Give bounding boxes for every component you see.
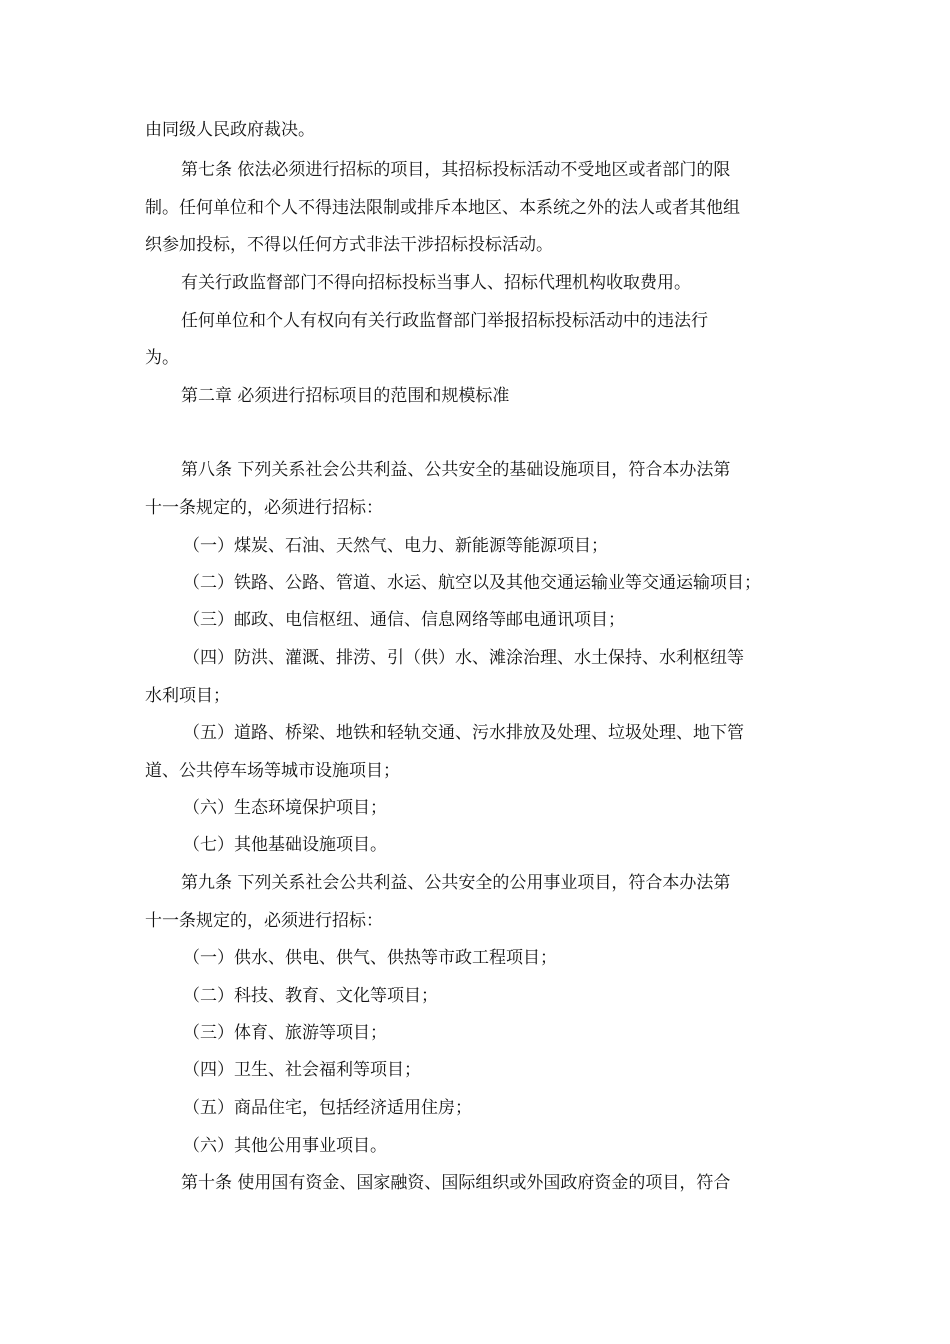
text-line: 十一条规定的，必须进行招标： — [145, 498, 383, 518]
list-item: （七）其他基础设施项目。 — [183, 835, 387, 855]
chapter-2-heading: 第二章 必须进行招标项目的范围和规模标准 — [181, 386, 510, 406]
article-9-line: 第九条 下列关系社会公共利益、公共安全的公用事业项目，符合本办法第 — [181, 873, 731, 893]
list-item: （四）卫生、社会福利等项目； — [183, 1060, 421, 1080]
text-line: 由同级人民政府裁决。 — [145, 120, 315, 140]
list-item: （三）体育、旅游等项目； — [183, 1023, 387, 1043]
article-8-line: 第八条 下列关系社会公共利益、公共安全的基础设施项目，符合本办法第 — [181, 460, 731, 480]
list-item: （四）防洪、灌溉、排涝、引（供）水、滩涂治理、水土保持、水利枢纽等 — [183, 648, 744, 668]
list-item: （五）道路、桥梁、地铁和轻轨交通、污水排放及处理、垃圾处理、地下管 — [183, 723, 744, 743]
article-7-line: 第七条 依法必须进行招标的项目，其招标投标活动不受地区或者部门的限 — [181, 160, 731, 180]
list-item: （二）科技、教育、文化等项目； — [183, 986, 438, 1006]
text-line: 织参加投标，不得以任何方式非法干涉招标投标活动。 — [145, 235, 553, 255]
list-item: （五）商品住宅，包括经济适用住房； — [183, 1098, 472, 1118]
list-item: （三）邮政、电信枢纽、通信、信息网络等邮电通讯项目； — [183, 610, 625, 630]
text-line: 十一条规定的，必须进行招标： — [145, 911, 383, 931]
list-item: （一）供水、供电、供气、供热等市政工程项目； — [183, 948, 557, 968]
text-line: 道、公共停车场等城市设施项目； — [145, 761, 400, 781]
list-item: （一）煤炭、石油、天然气、电力、新能源等能源项目； — [183, 536, 608, 556]
list-item: （二）铁路、公路、管道、水运、航空以及其他交通运输业等交通运输项目； — [183, 573, 761, 593]
list-item: （六）其他公用事业项目。 — [183, 1136, 387, 1156]
article-10-line: 第十条 使用国有资金、国家融资、国际组织或外国政府资金的项目，符合 — [181, 1173, 731, 1193]
text-line: 有关行政监督部门不得向招标投标当事人、招标代理机构收取费用。 — [181, 273, 691, 293]
list-item: （六）生态环境保护项目； — [183, 798, 387, 818]
text-line: 为。 — [145, 348, 179, 368]
text-line: 任何单位和个人有权向有关行政监督部门举报招标投标活动中的违法行 — [181, 311, 708, 331]
text-line: 水利项目； — [145, 686, 230, 706]
text-line: 制。任何单位和个人不得违法限制或排斥本地区、本系统之外的法人或者其他组 — [145, 198, 740, 218]
